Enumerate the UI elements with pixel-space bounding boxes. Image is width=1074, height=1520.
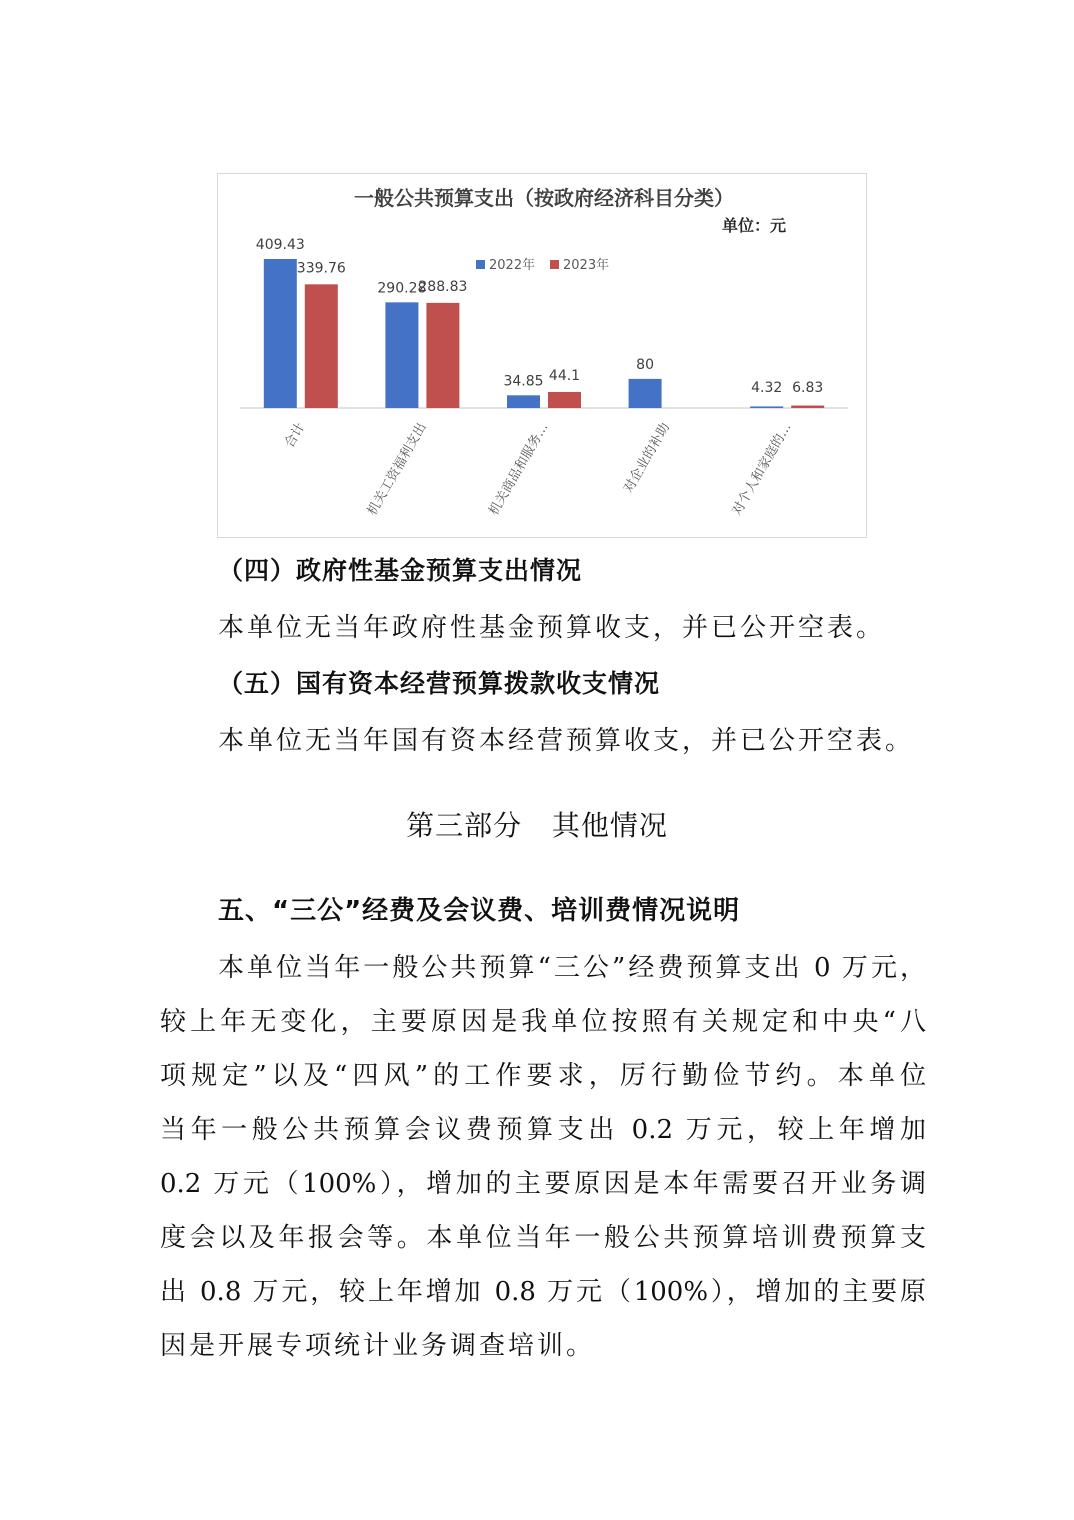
legend-label-2: 2023年 [563,258,610,273]
category-tick-label: 机关商品和服务… [486,420,552,519]
bar-2022-1 [385,302,418,408]
section4-heading: （四）政府性基金预算支出情况 [218,556,583,585]
body-line: 因是开展专项统计业务调查培训。 [160,1331,596,1361]
bar-2023-2 [548,392,581,408]
data-label-2022-2: 34.85 [503,373,544,390]
data-labels-group [256,237,823,396]
data-label-2022-3: 80 [636,356,655,373]
data-label-2023-4: 6.83 [792,380,824,396]
body-line: 本单位当年一般公共预算“三公”经费预算支出 0 万元， [218,953,926,983]
bar-2022-3 [629,379,662,408]
budget-chart [217,173,867,538]
category-tick-label: 合计 [282,420,309,451]
category-tick-label: 对个人和家庭的… [729,420,795,519]
section-five-heading: 五、“三公”经费及会议费、培训费情况说明 [218,896,741,926]
section5-heading: （五）国有资本经营预算拨款收支情况 [218,669,661,698]
category-tick-label: 对企业的补助 [621,420,674,496]
chart-legend [476,257,609,273]
section-five-body [160,945,926,1377]
bar-2023-0 [305,284,338,408]
body-line: 出 0.8 万元，较上年增加 0.8 万元（100%），增加的主要原 [160,1277,926,1307]
bar-2022-0 [264,259,297,408]
chart-unit-label: 单位：元 [722,216,787,235]
legend-label-1: 2022年 [489,258,536,273]
data-label-2023-2: 44.1 [548,367,581,384]
section4-text: 本单位无当年政府性基金预算收支，并已公开空表。 [218,613,886,643]
bars-group [264,259,824,408]
data-label-2022-0: 409.43 [255,236,305,253]
category-tick-label: 机关工资福利支出 [364,420,430,519]
data-label-2023-1: 288.83 [418,278,468,295]
bar-2022-2 [507,395,540,408]
category-ticks-group [281,420,794,518]
body-line: 项规定”以及“四风”的工作要求，厉行勤俭节约。本单位 [160,1061,926,1091]
bar-2023-1 [426,303,459,408]
legend-swatch-1 [476,260,485,269]
bar-chart-svg [218,174,866,537]
data-label-2022-1: 290.28 [377,280,427,297]
body-line: 0.2 万元（100%），增加的主要原因是本年需要召开业务调 [160,1169,926,1199]
body-line: 度会以及年报会等。本单位当年一般公共预算培训费预算支 [160,1223,926,1253]
part3-title: 第三部分 其他情况 [406,809,668,842]
body-line: 较上年无变化，主要原因是我单位按照有关规定和中央“八 [160,1007,926,1037]
bar-2023-4 [791,406,824,408]
data-label-2022-4: 4.32 [751,380,783,396]
data-label-2023-0: 339.76 [296,260,346,277]
chart-title: 一般公共预算支出（按政府经济科目分类） [354,186,734,210]
bar-2022-4 [750,406,783,408]
section5-text: 本单位无当年国有资本经营预算收支，并已公开空表。 [218,726,915,756]
body-line: 当年一般公共预算会议费预算支出 0.2 万元，较上年增加 [160,1115,926,1145]
legend-swatch-2 [550,260,559,269]
